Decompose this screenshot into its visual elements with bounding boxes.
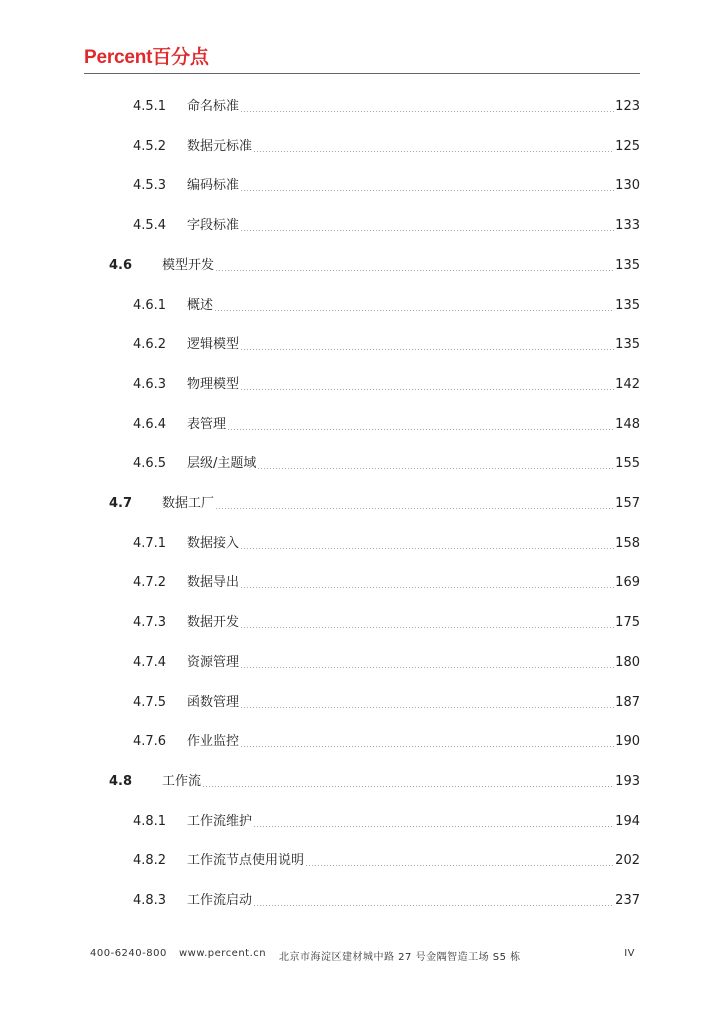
footer-address: 北京市海淀区建材城中路 27 号金隅智造工场 S5 栋 bbox=[279, 952, 521, 963]
toc-entry-number: 4.6.2 bbox=[133, 337, 167, 352]
footer-page-number: IV bbox=[624, 948, 635, 959]
toc-entry[interactable] bbox=[0, 137, 724, 157]
toc-entry[interactable] bbox=[0, 454, 724, 474]
toc-entry-title: 作业监控 bbox=[187, 734, 240, 749]
toc-entry-title: 逻辑模型 bbox=[187, 337, 240, 352]
toc-entry-number: 4.5.3 bbox=[133, 178, 167, 193]
toc-dot-leader bbox=[253, 826, 614, 827]
toc-entry-line bbox=[162, 772, 640, 792]
toc-entry-line bbox=[187, 613, 640, 633]
toc-dot-leader bbox=[240, 111, 614, 112]
toc-entry[interactable] bbox=[0, 97, 724, 117]
toc-dot-leader bbox=[253, 151, 614, 152]
toc-entry-page: 125 bbox=[615, 139, 640, 154]
toc-entry-line bbox=[187, 415, 640, 435]
toc-entry-title: 物理模型 bbox=[187, 377, 240, 392]
toc-entry-page: 130 bbox=[615, 178, 640, 193]
toc-entry-title: 数据工厂 bbox=[162, 496, 215, 511]
toc-entry-page: 135 bbox=[615, 337, 640, 352]
toc-entry-title: 命名标准 bbox=[187, 99, 240, 114]
toc-entry-line bbox=[187, 573, 640, 593]
toc-entry-page: 169 bbox=[615, 575, 640, 590]
toc-entry-number: 4.7.4 bbox=[133, 655, 167, 670]
toc-entry-title: 数据开发 bbox=[187, 615, 240, 630]
toc-entry-line bbox=[187, 97, 640, 117]
toc-entry-page: 187 bbox=[615, 695, 640, 710]
toc-entry-page: 157 bbox=[615, 496, 640, 511]
toc-entry-number: 4.6 bbox=[109, 258, 133, 273]
toc-dot-leader bbox=[305, 865, 614, 866]
toc-entry-line bbox=[187, 732, 640, 752]
toc-dot-leader bbox=[240, 190, 614, 191]
toc-entry-line bbox=[187, 296, 640, 316]
toc-entry-title: 模型开发 bbox=[162, 258, 215, 273]
toc-entry-page: 193 bbox=[615, 774, 640, 789]
toc-entry[interactable] bbox=[0, 653, 724, 673]
toc-entry-number: 4.8.3 bbox=[133, 893, 167, 908]
toc-dot-leader bbox=[240, 587, 614, 588]
toc-entry[interactable] bbox=[0, 494, 724, 514]
toc-entry-title: 资源管理 bbox=[187, 655, 240, 670]
toc-entry[interactable] bbox=[0, 216, 724, 236]
toc-dot-leader bbox=[215, 508, 614, 509]
toc-dot-leader bbox=[202, 786, 614, 787]
toc-dot-leader bbox=[227, 429, 614, 430]
toc-entry-page: 202 bbox=[615, 853, 640, 868]
toc-dot-leader bbox=[240, 349, 614, 350]
toc-entry[interactable] bbox=[0, 772, 724, 792]
toc-entry-line bbox=[187, 693, 640, 713]
toc-entry-title: 表管理 bbox=[187, 417, 227, 432]
toc-entry-page: 148 bbox=[615, 417, 640, 432]
toc-entry-title: 数据接入 bbox=[187, 536, 240, 551]
toc-entry-number: 4.7.2 bbox=[133, 575, 167, 590]
toc-dot-leader bbox=[240, 627, 614, 628]
toc-entry-line bbox=[187, 891, 640, 911]
toc-entry-number: 4.7.6 bbox=[133, 734, 167, 749]
toc-entry-number: 4.6.3 bbox=[133, 377, 167, 392]
toc-dot-leader bbox=[240, 707, 614, 708]
toc-entry[interactable] bbox=[0, 415, 724, 435]
toc-entry-number: 4.8.2 bbox=[133, 853, 167, 868]
toc-entry-number: 4.8 bbox=[109, 774, 133, 789]
toc-entry[interactable] bbox=[0, 693, 724, 713]
toc-entry-title: 工作流节点使用说明 bbox=[187, 853, 305, 868]
toc-entry-line bbox=[162, 494, 640, 514]
toc-entry-number: 4.6.5 bbox=[133, 456, 167, 471]
toc-entry-page: 180 bbox=[615, 655, 640, 670]
footer-website: www.percent.cn bbox=[179, 948, 267, 959]
toc-dot-leader bbox=[240, 667, 614, 668]
toc-entry-title: 概述 bbox=[187, 298, 214, 313]
toc-dot-leader bbox=[257, 468, 614, 469]
toc-entry-page: 142 bbox=[615, 377, 640, 392]
toc-entry-number: 4.8.1 bbox=[133, 814, 167, 829]
toc-entry-number: 4.7.3 bbox=[133, 615, 167, 630]
toc-entry[interactable] bbox=[0, 296, 724, 316]
footer-phone: 400-6240-800 bbox=[90, 948, 167, 959]
toc-entry-title: 数据导出 bbox=[187, 575, 240, 590]
toc-entry[interactable] bbox=[0, 613, 724, 633]
toc-entry-number: 4.5.2 bbox=[133, 139, 167, 154]
toc-entry-number: 4.6.1 bbox=[133, 298, 167, 313]
toc-entry[interactable] bbox=[0, 256, 724, 276]
toc-entry[interactable] bbox=[0, 335, 724, 355]
toc-entry[interactable] bbox=[0, 891, 724, 911]
toc-entry[interactable] bbox=[0, 573, 724, 593]
toc-entry-number: 4.5.4 bbox=[133, 218, 167, 233]
toc-dot-leader bbox=[240, 746, 614, 747]
toc-entry-page: 158 bbox=[615, 536, 640, 551]
page-footer bbox=[90, 948, 635, 964]
toc-entry-number: 4.7 bbox=[109, 496, 133, 511]
toc-entry-page: 135 bbox=[615, 258, 640, 273]
toc-dot-leader bbox=[240, 230, 614, 231]
toc-entry-line bbox=[187, 137, 640, 157]
toc-entry-title: 工作流 bbox=[162, 774, 202, 789]
toc-entry-page: 155 bbox=[615, 456, 640, 471]
toc-entry[interactable] bbox=[0, 176, 724, 196]
toc-entry-line bbox=[187, 851, 640, 871]
toc-entry-title: 函数管理 bbox=[187, 695, 240, 710]
toc-entry[interactable] bbox=[0, 375, 724, 395]
toc-entry-page: 135 bbox=[615, 298, 640, 313]
toc-dot-leader bbox=[253, 905, 614, 906]
toc-entry-title: 层级/主题域 bbox=[187, 456, 257, 471]
toc-entry-page: 123 bbox=[615, 99, 640, 114]
toc-dot-leader bbox=[215, 270, 614, 271]
percent-logo: Percent百分点 bbox=[84, 47, 209, 68]
toc-entry-page: 237 bbox=[615, 893, 640, 908]
toc-entry-line bbox=[187, 812, 640, 832]
toc-entry-number: 4.7.1 bbox=[133, 536, 167, 551]
toc-dot-leader bbox=[240, 389, 614, 390]
toc-dot-leader bbox=[240, 548, 614, 549]
toc-entry[interactable] bbox=[0, 851, 724, 871]
toc-entry[interactable] bbox=[0, 534, 724, 554]
toc-entry-title: 编码标准 bbox=[187, 178, 240, 193]
toc-entry[interactable] bbox=[0, 732, 724, 752]
toc-entry-line bbox=[187, 176, 640, 196]
toc-entry-line bbox=[187, 335, 640, 355]
toc-entry-title: 字段标准 bbox=[187, 218, 240, 233]
toc-entry-title: 数据元标准 bbox=[187, 139, 253, 154]
toc-entry-page: 190 bbox=[615, 734, 640, 749]
toc-entry-number: 4.5.1 bbox=[133, 99, 167, 114]
toc-entry-line bbox=[187, 653, 640, 673]
toc-entry-page: 175 bbox=[615, 615, 640, 630]
toc-entry-number: 4.6.4 bbox=[133, 417, 167, 432]
toc-entry-title: 工作流启动 bbox=[187, 893, 253, 908]
toc-entry-line bbox=[162, 256, 640, 276]
toc-entry-line bbox=[187, 375, 640, 395]
toc-entry-title: 工作流维护 bbox=[187, 814, 253, 829]
toc-entry-number: 4.7.5 bbox=[133, 695, 167, 710]
toc-entry-line bbox=[187, 216, 640, 236]
toc-dot-leader bbox=[214, 310, 614, 311]
toc-entry-page: 194 bbox=[615, 814, 640, 829]
toc-entry-line bbox=[187, 454, 640, 474]
toc-entry-line bbox=[187, 534, 640, 554]
toc-entry[interactable] bbox=[0, 812, 724, 832]
toc-entry-page: 133 bbox=[615, 218, 640, 233]
